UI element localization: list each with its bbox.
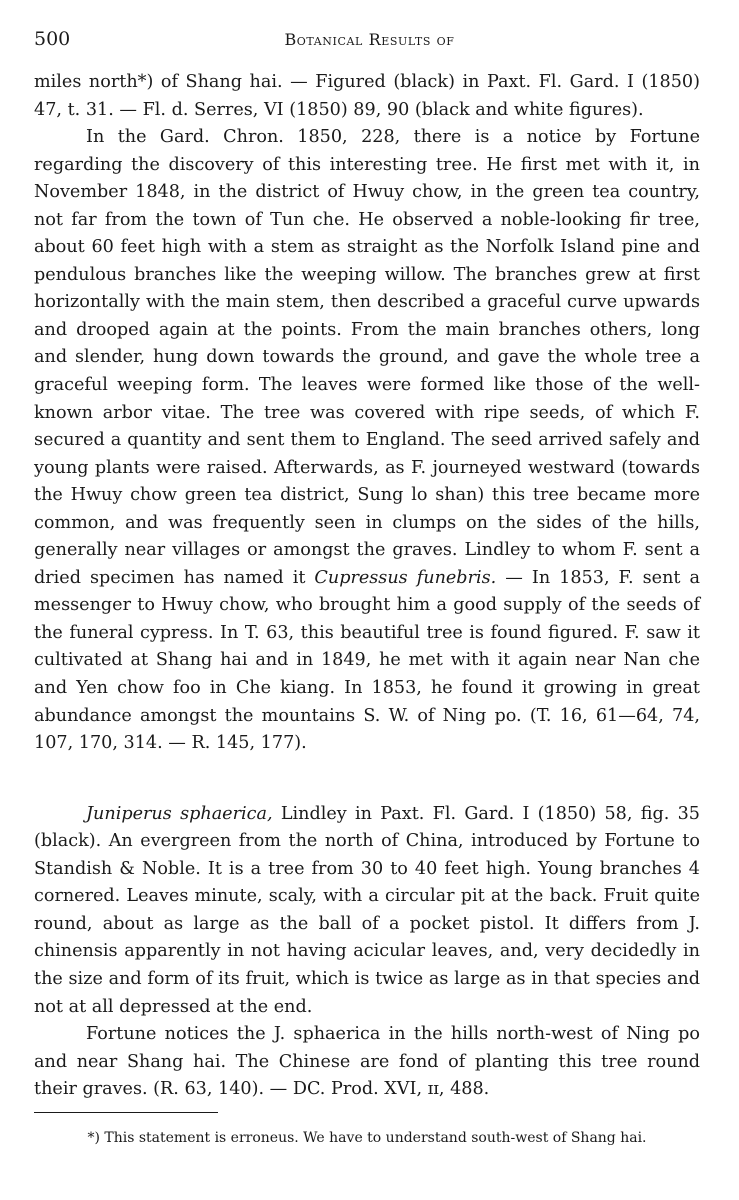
footnote-rule [34,1112,218,1113]
paragraph-juniperus [34,801,700,1021]
species-name: Juniperus sphaerica, [86,803,273,824]
paragraph-text: — In 1853, F. sent a messenger to Hwuy chow, who brought him a good supply of the seeds of the funeral cypress. In T. 63, this beautiful tree is found figured. F. saw it cultivated at Shang hai and in 1849, he met with it again near Nan che and Yen chow foo in Che kiang. In 1853, he found it growing in great abundance amongst the mountains S. W. of Ning po. (T. 16, 61—64, 74, 107, 170, 314. — R. 145, 177). [34,567,700,754]
paragraph-continuation: miles north*) of Shang hai. — Figured (black) in Paxt. Fl. Gard. I (1850) 47, t. 31. — Fl. d. Serres, VI (1850) 89, 90 (black and white figures). [34,72,700,120]
species-name: Cupressus funebris. [314,567,497,588]
footnote: *) This statement is erroneus. We have to understand south-west of Shang hai. [87,1130,647,1146]
body-text [34,69,700,1104]
paragraph-cupressus [34,124,700,758]
section-gap [34,758,700,801]
running-title: Botanical Results of [284,30,455,49]
paragraph-fortune-notices: Fortune notices the J. sphaerica in the hills north-west of Ning po and near Shang hai. The Chinese are fond of planting this tree round their graves. (R. 63, 140). — DC. Prod. XVI, ɪɪ, 488. [34,1024,700,1100]
running-head [34,28,705,54]
page-number: 500 [34,28,71,50]
paragraph-text: Lindley in Paxt. Fl. Gard. I (1850) 58, fig. 35 (black). An evergreen from the north of China, introduced by Fortune to Standish & Noble. It is a tree from 30 to 40 feet high. Young branches 4 cornered. Leaves minute, scaly, with a circular pit at the back. Fruit quite round, about as large as the ball of a pocket pistol. It differs from J. chinensis apparently in not having acicular leaves, and, very decidedly in the size and form of its fruit, which is twice as large as in that species and not at all depressed at the end. [34,803,700,1017]
paragraph-text: In the Gard. Chron. 1850, 228, there is a notice by Fortune regarding the discovery of this interesting tree. He first met with it, in November 1848, in the district of Hwuy chow, in the green tea country, not far from the town of Tun che. He observed a noble-looking fir tree, about 60 feet high with a stem as straight as the Norfolk Island pine and pendulous branches like the weeping willow. The branches grew at first horizontally with the main stem, then described a graceful curve upwards and drooped again at the points. From the main branches others, long and slender, hung down towards the ground, and gave the whole tree a graceful weeping form. The leaves were formed like those of the well-known arbor vitae. The tree was covered with ripe seeds, of which F. secured a quantity and sent them to England. The seed arrived safely and young plants were raised. Afterwards, as F. journeyed westward (towards the Hwuy chow green tea district, Sung lo shan) this tree became more common, and was frequently seen in clumps on the sides of the hills, generally near villages or amongst the graves. Lindley to whom F. sent a dried specimen has named it [34,127,700,588]
